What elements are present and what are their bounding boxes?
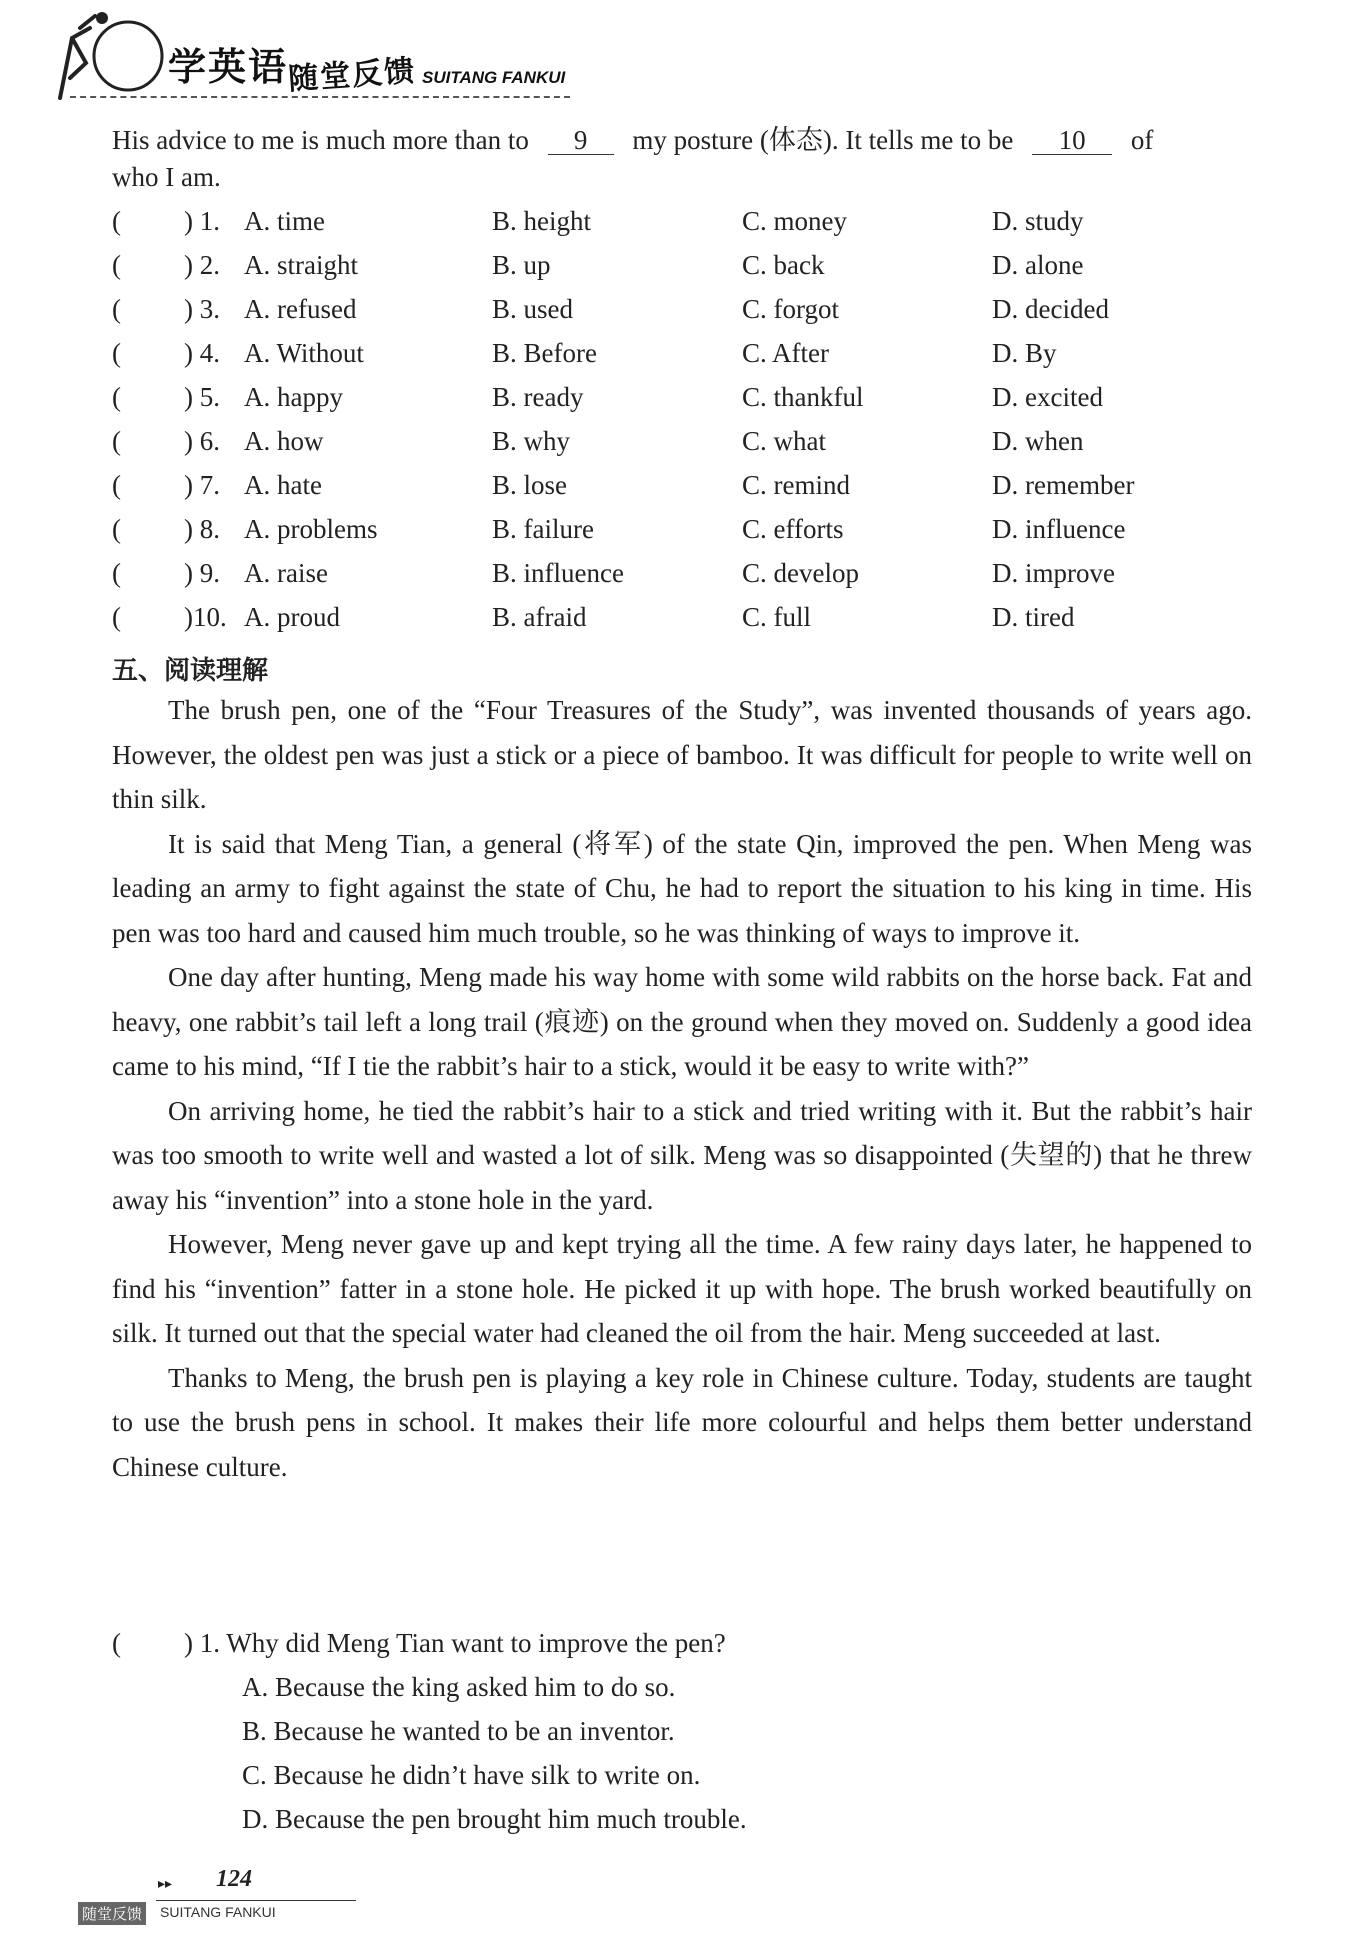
footer-rule [156,1900,356,1901]
option-d: D. tired [992,602,1075,632]
question-1-option-c: C. Because he didn’t have silk to write on. [242,1760,701,1790]
cloze-question-row [112,294,1252,334]
option-a: A. Without [244,338,364,368]
option-b: B. lose [492,470,568,500]
page-header [50,8,610,108]
cloze-question-row [112,470,1252,510]
passage-paragraph: One day after hunting, Meng made his way home with some wild rabbits on the horse back. Fat and heavy, one rabbit’s tail left a long trail (痕迹) on the ground when they moved on. Suddenly a good idea came to his mind, “If I tie the rabbit’s hair to a stick, would it be easy to write with?” [112,962,1252,1081]
cloze-question-row [112,382,1252,422]
answer-paren[interactable]: ( [112,382,121,412]
option-d: D. when [992,426,1084,456]
answer-paren[interactable]: ( [112,426,121,456]
intro-line-1 [112,118,1252,157]
option-d: D. alone [992,250,1084,280]
answer-paren[interactable]: ( [112,514,121,544]
option-c: C. efforts [742,514,844,544]
option-c: C. money [742,206,847,236]
question-number: ) 1. [184,206,220,236]
option-a: A. refused [244,294,357,324]
cloze-question-row [112,558,1252,598]
passage-paragraph: However, Meng never gave up and kept trying all the time. A few rainy days later, he happened to find his “invention” fatter in a stone hole. He picked it up with hope. The brush worked beautifully on silk. It turned out that the special water had cleaned the oil from the hair. Meng succeeded at last. [112,1229,1252,1348]
question-number: ) 4. [184,338,220,368]
option-a: A. time [244,206,325,236]
passage-paragraph: It is said that Meng Tian, a general (将军) of the state Qin, improved the pen. When Meng was leading an army to fight against the state of Chu, he had to report the situation to his king in time. His pen was too hard and caused him much trouble, so he was thinking of ways to improve it. [112,828,1252,948]
reading-question-1 [112,1628,1252,1659]
option-d: D. influence [992,514,1126,544]
question-number: )10. [184,602,227,632]
option-b: B. ready [492,382,584,412]
option-a: A. proud [244,602,340,632]
option-c: C. full [742,602,812,632]
brand-subtitle-cn: 随堂反馈 [287,53,418,98]
cloze-question-row [112,206,1252,246]
blank-10: 10 [1032,126,1112,155]
option-a: A. raise [244,558,328,588]
reading-passage [112,688,1252,1489]
brand-title-en: SUITANG FANKUI [422,68,566,87]
option-b: B. up [492,250,551,280]
cloze-question-row [112,602,1252,642]
question-number: ) 7. [184,470,220,500]
question-1-option-d: D. Because the pen brought him much trouble. [242,1804,747,1834]
option-b: B. afraid [492,602,587,632]
cloze-question-row [112,514,1252,554]
option-d: D. remember [992,470,1135,500]
blank-9: 9 [548,126,614,155]
question-number: ) 8. [184,514,220,544]
answer-paren[interactable]: ( [112,558,121,588]
question-number: ) 9. [184,558,220,588]
double-arrow-icon: ▸▸ [158,1876,173,1892]
question-number: ) 5. [184,382,220,412]
intro-text-b: my posture (体态). It tells me to be [632,125,1014,155]
option-b: B. failure [492,514,594,544]
answer-paren[interactable]: ( [112,470,121,500]
answer-paren[interactable]: ( [112,1628,121,1658]
option-c: C. forgot [742,294,840,324]
option-d: D. decided [992,294,1109,324]
header-divider [70,96,570,98]
page-number: 124 [216,1866,252,1892]
option-c: C. remind [742,470,850,500]
option-c: C. back [742,250,825,280]
page-footer [78,1862,298,1922]
question-number: ) 3. [184,294,220,324]
option-a: A. hate [244,470,322,500]
intro-text-c: of [1130,125,1154,155]
passage-paragraph: Thanks to Meng, the brush pen is playing a key role in Chinese culture. Today, students are taught to use the brush pens in school. It makes their life more colourful and helps them better understand Chinese culture. [112,1362,1252,1482]
runner-logo-icon [50,8,170,108]
option-a: A. problems [244,514,378,544]
option-a: A. happy [244,382,343,412]
option-c: C. develop [742,558,859,588]
question-number: ) 2. [184,250,220,280]
answer-paren[interactable]: ( [112,206,121,236]
answer-paren[interactable]: ( [112,338,121,368]
intro-line-2: who I am. [112,162,221,192]
answer-paren[interactable]: ( [112,602,121,632]
footer-brand-en: SUITANG FANKUI [160,1904,276,1920]
option-c: C. After [742,338,829,368]
option-b: B. used [492,294,573,324]
cloze-question-row [112,338,1252,378]
option-d: D. study [992,206,1084,236]
passage-paragraph: On arriving home, he tied the rabbit’s hair to a stick and tried writing with it. But the rabbit’s hair was too smooth to write well and wasted a lot of silk. Meng was so disappointed (失望的) that he threw away his “invention” into a stone hole in the yard. [112,1095,1252,1215]
option-a: A. straight [244,250,358,280]
footer-brand-cn: 随堂反馈 [78,1902,146,1925]
brand-title-cn: 学英语 [168,45,289,89]
option-d: D. By [992,338,1057,368]
answer-paren[interactable]: ( [112,250,121,280]
question-number: ) 6. [184,426,220,456]
answer-paren[interactable]: ( [112,294,121,324]
option-c: C. thankful [742,382,864,412]
option-b: B. Before [492,338,597,368]
option-b: B. why [492,426,571,456]
option-b: B. height [492,206,591,236]
option-d: D. excited [992,382,1103,412]
question-1-option-a: A. Because the king asked him to do so. [242,1672,676,1702]
option-c: C. what [742,426,826,456]
option-b: B. influence [492,558,624,588]
intro-text-a: His advice to me is much more than to [112,125,529,155]
cloze-question-row [112,426,1252,466]
question-1-option-b: B. Because he wanted to be an inventor. [242,1716,675,1746]
option-a: A. how [244,426,324,456]
section-title-reading: 五、阅读理解 [112,656,269,686]
question-1-stem: ) 1. Why did Meng Tian want to improve the pen? [184,1628,726,1658]
passage-paragraph: The brush pen, one of the “Four Treasures of the Study”, was invented thousands of years ago. However, the oldest pen was just a stick or a piece of bamboo. It was difficult for people to write well on thin silk. [112,695,1252,814]
cloze-question-row [112,250,1252,290]
option-d: D. improve [992,558,1115,588]
